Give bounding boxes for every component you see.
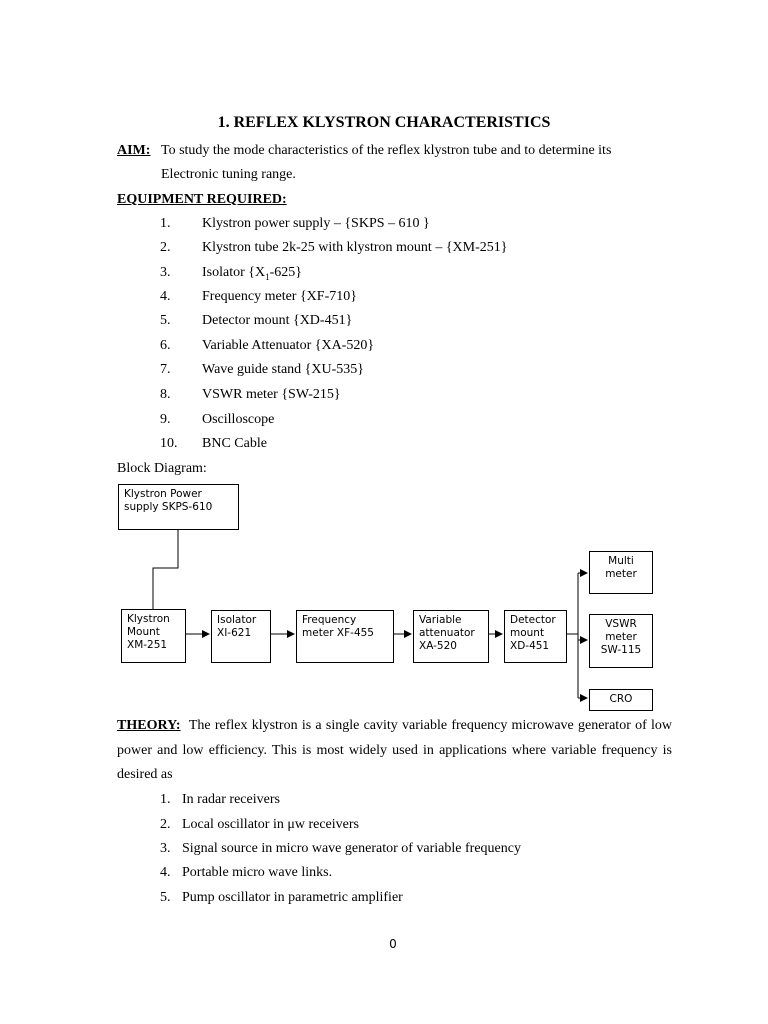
aim-text-line1: To study the mode characteristics of the reflex klystron tube and to determine its [161, 143, 612, 158]
klystron-power-supply-box: Klystron Power supply SKPS-610 [118, 484, 239, 530]
list-item-number: 4. [160, 289, 171, 304]
list-item-text: Variable Attenuator {XA-520} [202, 338, 375, 353]
list-item-text: VSWR meter {SW-215} [202, 387, 341, 402]
list-item-number: 10. [160, 436, 178, 451]
list-item-text: Isolator $\{X_1-625\}$ [202, 265, 302, 282]
list-item-number: 7. [160, 362, 171, 377]
cro-box: CRO [589, 689, 653, 711]
list-item-text: Klystron tube 2k-25 with klystron mount – {XM-251} [202, 240, 508, 255]
list-item-text: Detector mount {XD-451} [202, 313, 353, 328]
detector-mount-box: Detector mount XD-451 [504, 610, 567, 663]
list-item-number: 2. [160, 240, 171, 255]
list-item-text: Frequency meter {XF-710} [202, 289, 357, 304]
list-item-number: 1. [160, 792, 171, 807]
list-item-text: Wave guide stand {XU-535} [202, 362, 364, 377]
list-item-text: Klystron power supply – {SKPS – 610 } [202, 216, 430, 231]
page-title: 1. REFLEX KLYSTRON CHARACTERISTICS [217, 114, 551, 131]
theory-text: The reflex klystron is a single cavity variable frequency microwave generator of low power and low efficiency. This is most widely used in applications where variable frequency is desired as [117, 718, 673, 782]
list-item-number: 6. [160, 338, 171, 353]
list-item-number: 4. [160, 865, 171, 880]
frequency-meter-box: Frequency meter XF-455 [296, 610, 394, 663]
isolator-box: Isolator XI-621 [211, 610, 271, 663]
klystron-mount-box: Klystron Mount XM-251 [121, 609, 186, 663]
theory-label: THEORY: [117, 718, 181, 733]
list-item-number: 2. [160, 817, 171, 832]
aim-label: AIM: [117, 143, 151, 158]
list-item-text: BNC Cable [202, 436, 267, 451]
list-item-text: Pump oscillator in parametric amplifier [182, 890, 403, 905]
multi-meter-box: Multi meter [589, 551, 653, 594]
list-item-number: 3. [160, 265, 171, 280]
block-diagram-label: Block Diagram: [117, 461, 207, 476]
list-item-number: 5. [160, 313, 171, 328]
list-item-number: 8. [160, 387, 171, 402]
power-to-mount-line [153, 529, 178, 609]
aim-text-line2: Electronic tuning range. [161, 167, 296, 182]
list-item-number: 1. [160, 216, 171, 231]
list-item-text: Signal source in micro wave generator of variable frequency [182, 841, 521, 856]
theory-paragraph [117, 714, 672, 788]
list-item-text: Local oscillator in μw receivers [182, 817, 359, 832]
list-item-number: 3. [160, 841, 171, 856]
list-item-number: 9. [160, 412, 171, 427]
variable-attenuator-box: Variable attenuator XA-520 [413, 610, 489, 663]
page-number: 0 [389, 937, 397, 951]
vswr-meter-box: VSWR meter SW-115 [589, 614, 653, 668]
list-item-number: 5. [160, 890, 171, 905]
list-item-text: Oscilloscope [202, 412, 275, 427]
list-item-text: Portable micro wave links. [182, 865, 333, 880]
list-item-text: In radar receivers [182, 792, 280, 807]
equipment-heading: EQUIPMENT REQUIRED: [117, 192, 287, 207]
